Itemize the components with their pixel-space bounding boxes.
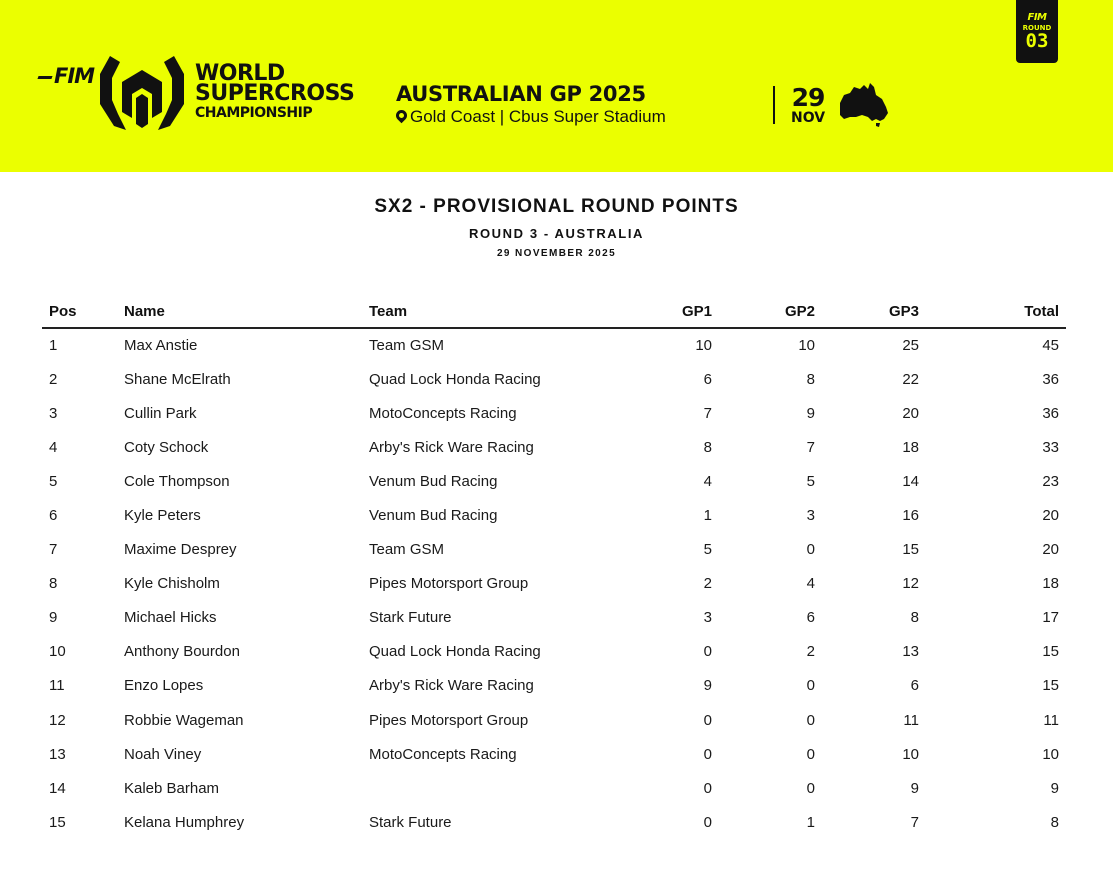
cell-gp1: 9: [703, 677, 712, 695]
column-header-gp2: GP2: [739, 295, 840, 328]
cell-name: Coty Schock: [124, 438, 209, 456]
location-pin-icon: [394, 108, 410, 124]
column-header-pos: Pos: [42, 295, 124, 328]
cell-pos: 13: [49, 745, 66, 763]
wsx-wordmark: [195, 61, 355, 122]
cell-team: Pipes Motorsport Group: [369, 711, 529, 729]
cell-gp1: 0: [703, 779, 712, 797]
column-header-gp1: GP1: [614, 295, 739, 328]
table-row: [42, 601, 1066, 635]
cell-pos: 9: [49, 609, 58, 627]
cell-team: Venum Bud Racing: [369, 507, 498, 525]
cell-name: Noah Viney: [124, 745, 202, 763]
cell-name: Anthony Bourdon: [124, 643, 240, 661]
cell-total: 8: [1050, 813, 1059, 831]
cell-gp1: 0: [703, 813, 712, 831]
cell-gp3: 13: [902, 643, 919, 661]
cell-gp2: 0: [806, 779, 815, 797]
cell-name: Kyle Peters: [124, 507, 201, 525]
cell-gp3: 9: [910, 779, 919, 797]
cell-gp1: 0: [703, 745, 712, 763]
table-row: [42, 669, 1066, 703]
cell-gp3: 6: [910, 677, 919, 695]
event-location-text: Gold Coast | Cbus Super Stadium: [410, 107, 666, 126]
document-subtitle: ROUND 3 - AUSTRALIA: [468, 226, 645, 241]
cell-total: 36: [1042, 404, 1059, 422]
cell-total: 45: [1042, 337, 1059, 355]
cell-team: Pipes Motorsport Group: [369, 575, 529, 593]
cell-gp3: 11: [903, 711, 919, 729]
cell-team: Quad Lock Honda Racing: [369, 643, 541, 661]
cell-gp3: 8: [910, 609, 919, 627]
event-location: [396, 107, 666, 127]
cell-total: 18: [1042, 575, 1059, 593]
cell-total: 10: [1042, 745, 1059, 763]
cell-pos: 2: [49, 370, 58, 388]
fim-wing-icon: [37, 76, 52, 79]
cell-gp1: 1: [703, 507, 712, 525]
cell-name: Robbie Wageman: [124, 711, 244, 729]
cell-gp1: 5: [703, 541, 712, 559]
cell-gp2: 2: [806, 643, 815, 661]
cell-team: MotoConcepts Racing: [369, 404, 517, 422]
table-row: [42, 533, 1066, 567]
cell-total: 11: [1043, 711, 1059, 729]
header-divider: [773, 86, 775, 124]
cell-name: Enzo Lopes: [124, 677, 204, 695]
cell-total: 20: [1042, 507, 1059, 525]
cell-pos: 4: [49, 438, 58, 456]
header-banner: [0, 0, 1113, 172]
cell-team: MotoConcepts Racing: [369, 745, 517, 763]
event-date-day: 29: [791, 83, 825, 112]
cell-pos: 7: [49, 541, 58, 559]
cell-gp2: 0: [806, 677, 815, 695]
cell-gp2: 6: [806, 609, 815, 627]
cell-gp3: 22: [902, 370, 919, 388]
cell-total: 15: [1042, 677, 1059, 695]
cell-team: Quad Lock Honda Racing: [369, 370, 541, 388]
cell-gp1: 7: [703, 404, 712, 422]
table-row: [42, 805, 1066, 839]
fim-logo-text: FIM: [54, 64, 95, 88]
cell-gp1: 8: [703, 438, 712, 456]
cell-name: Shane McElrath: [124, 370, 231, 388]
cell-pos: 5: [49, 472, 58, 490]
document-title: SX2 - PROVISIONAL ROUND POINTS: [374, 196, 739, 217]
cell-gp2: 0: [806, 745, 815, 763]
cell-gp3: 15: [902, 541, 919, 559]
cell-pos: 8: [49, 575, 58, 593]
round-badge-number: 03: [1025, 30, 1049, 52]
event-title: AUSTRALIAN GP 2025: [396, 82, 646, 106]
cell-pos: 14: [49, 779, 66, 797]
cell-team: Stark Future: [369, 609, 452, 627]
cell-total: 20: [1042, 541, 1059, 559]
table-row: [42, 567, 1066, 601]
cell-name: Maxime Desprey: [124, 541, 237, 559]
table-row: [42, 430, 1066, 464]
wsx-logo-icon: [96, 52, 188, 132]
cell-gp3: 16: [902, 507, 919, 525]
table-header-row: [42, 295, 1066, 328]
table-row: [42, 362, 1066, 396]
cell-pos: 1: [49, 337, 58, 355]
wsx-line-championship: CHAMPIONSHIP: [195, 105, 313, 122]
cell-total: 15: [1042, 643, 1059, 661]
cell-gp3: 25: [902, 337, 919, 355]
table-row: [42, 635, 1066, 669]
cell-gp1: 4: [703, 472, 712, 490]
cell-name: Cole Thompson: [124, 472, 230, 490]
cell-gp1: 0: [703, 643, 712, 661]
cell-pos: 6: [49, 507, 58, 525]
cell-team: Team GSM: [369, 337, 445, 355]
cell-gp3: 20: [902, 404, 919, 422]
event-date-badge: [791, 85, 825, 125]
cell-gp2: 5: [806, 472, 815, 490]
cell-gp1: 6: [703, 370, 712, 388]
cell-team: Arby's Rick Ware Racing: [369, 438, 534, 456]
wsx-line-world: WORLD: [195, 61, 285, 86]
cell-pos: 15: [49, 813, 66, 831]
fim-logo: [38, 64, 94, 88]
round-badge: [1016, 0, 1058, 63]
event-info: [396, 82, 666, 127]
event-date-month: NOV: [791, 110, 826, 126]
cell-total: 17: [1042, 609, 1059, 627]
cell-team: Team GSM: [369, 541, 445, 559]
table-row: [42, 464, 1066, 498]
cell-gp1: 2: [703, 575, 712, 593]
table-row: [42, 396, 1066, 430]
column-header-name: Name: [124, 295, 369, 328]
cell-gp1: 10: [695, 337, 712, 355]
cell-gp3: 7: [910, 813, 919, 831]
table-row: [42, 498, 1066, 532]
table-row: [42, 737, 1066, 771]
table-row: [42, 771, 1066, 805]
cell-pos: 3: [49, 404, 58, 422]
cell-pos: 12: [49, 711, 66, 729]
cell-gp3: 12: [902, 575, 919, 593]
cell-total: 9: [1050, 779, 1059, 797]
column-header-team: Team: [369, 295, 614, 328]
cell-gp3: 14: [902, 472, 919, 490]
column-header-gp3: GP3: [840, 295, 942, 328]
cell-gp2: 4: [806, 575, 815, 593]
cell-total: 23: [1042, 472, 1059, 490]
australia-map-icon: [838, 81, 890, 127]
cell-name: Kyle Chisholm: [124, 575, 220, 593]
cell-gp1: 3: [703, 609, 712, 627]
cell-gp2: 8: [806, 370, 815, 388]
cell-name: Max Anstie: [124, 337, 198, 355]
cell-pos: 10: [49, 643, 66, 661]
cell-team: [369, 771, 614, 805]
cell-team: Stark Future: [369, 813, 452, 831]
results-table: [42, 295, 1066, 839]
cell-name: Kaleb Barham: [124, 779, 220, 797]
round-badge-fim: FIM: [1027, 12, 1047, 23]
cell-total: 33: [1042, 438, 1059, 456]
cell-gp2: 10: [798, 337, 815, 355]
document-date: 29 NOVEMBER 2025: [496, 248, 617, 259]
cell-team: Arby's Rick Ware Racing: [369, 677, 534, 695]
wsx-line-supercross: SUPERCROSS: [195, 81, 355, 107]
cell-name: Kelana Humphrey: [124, 813, 245, 831]
cell-team: Venum Bud Racing: [369, 472, 498, 490]
cell-gp1: 0: [703, 711, 712, 729]
cell-gp3: 10: [902, 745, 919, 763]
column-header-total: Total: [942, 295, 1066, 328]
cell-pos: 11: [49, 677, 65, 695]
cell-gp2: 3: [806, 507, 815, 525]
table-row: [42, 703, 1066, 737]
cell-name: Michael Hicks: [124, 609, 217, 627]
cell-gp2: 1: [806, 813, 815, 831]
table-row: [42, 328, 1066, 362]
cell-gp3: 18: [902, 438, 919, 456]
cell-gp2: 0: [806, 541, 815, 559]
cell-gp2: 9: [806, 404, 815, 422]
cell-gp2: 0: [806, 711, 815, 729]
round-badge-label: ROUND: [1022, 24, 1052, 32]
cell-total: 36: [1042, 370, 1059, 388]
cell-gp2: 7: [806, 438, 815, 456]
cell-name: Cullin Park: [124, 404, 197, 422]
